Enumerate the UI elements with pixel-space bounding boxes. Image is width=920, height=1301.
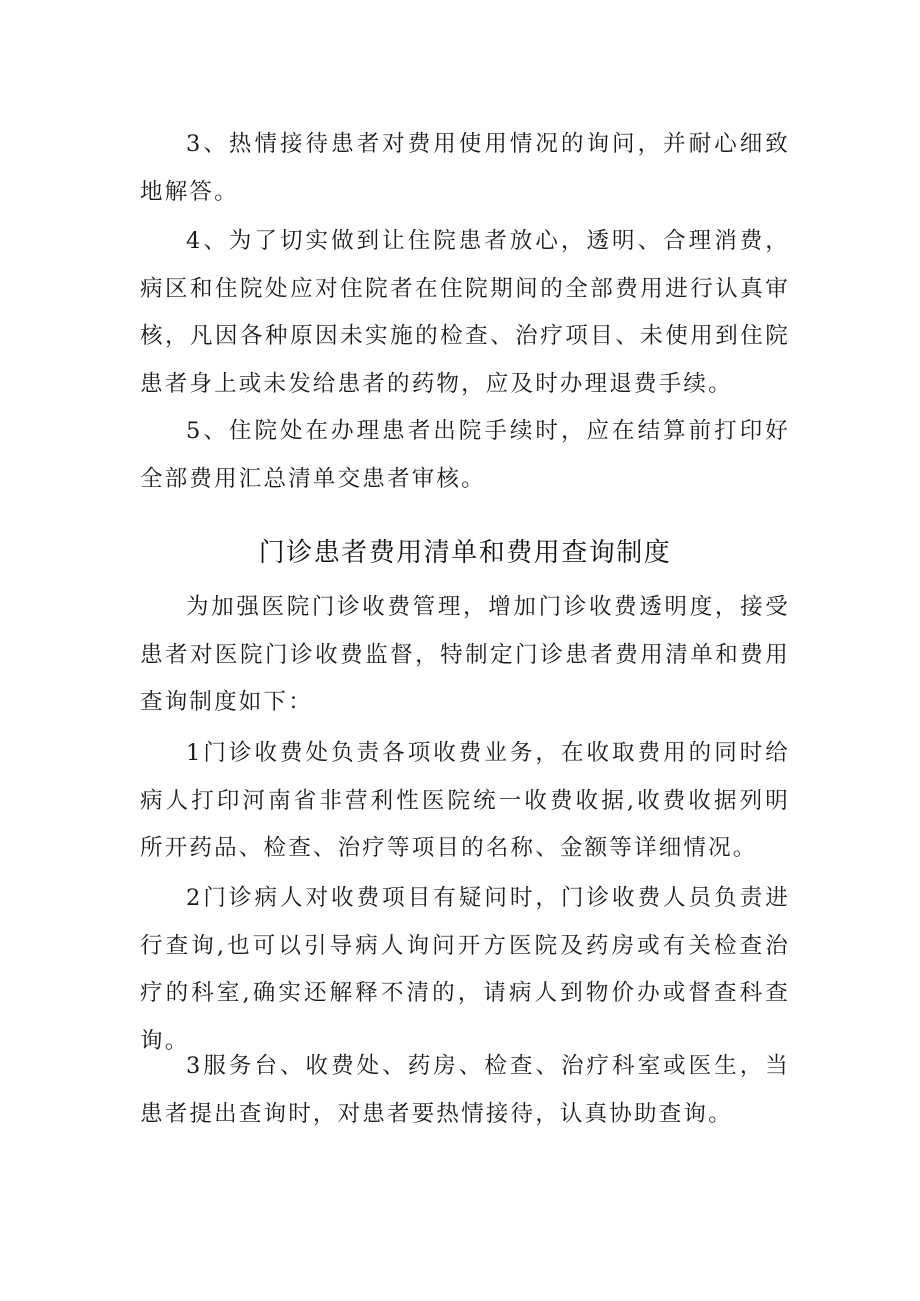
paragraph-item-4: 4、为了切实做到让住院患者放心，透明、合理消费，病区和住院处应对住院者在住院期间的全部费用进行认真审核，凡因各种原因未实施的检查、治疗项目、未使用到住院患者身上或未发给患者的药物，应及时办理退费手续。 bbox=[140, 228, 790, 397]
section-title: 门诊患者费用清单和费用查询制度 bbox=[258, 538, 672, 568]
rule-paragraph-2: 2门诊病人对收费项目有疑问时，门诊收费人员负责进行查询,也可以引导病人询问开方医院及药房或有关检查治疗的科室,确实还解释不清的，请病人到物价办或督查科查询。 bbox=[140, 885, 790, 1054]
rule-paragraph-3: 3服务台、收费处、药房、检查、治疗科室或医生，当患者提出查询时，对患者要热情接待，认真协助查询。 bbox=[140, 1053, 790, 1127]
paragraph-item-3: 3、热情接待患者对费用使用情况的询问，并耐心细致地解答。 bbox=[140, 131, 790, 205]
paragraph-item-5: 5、住院处在办理患者出院手续时，应在结算前打印好全部费用汇总清单交患者审核。 bbox=[140, 418, 790, 492]
intro-paragraph: 为加强医院门诊收费管理，增加门诊收费透明度，接受患者对医院门诊收费监督，特制定门诊患者费用清单和费用查询制度如下： bbox=[140, 594, 790, 715]
rule-paragraph-1: 1门诊收费处负责各项收费业务，在收取费用的同时给病人打印河南省非营利性医院统一收费收据,收费收据列明所开药品、检查、治疗等项目的名称、金额等详细情况。 bbox=[140, 740, 790, 861]
